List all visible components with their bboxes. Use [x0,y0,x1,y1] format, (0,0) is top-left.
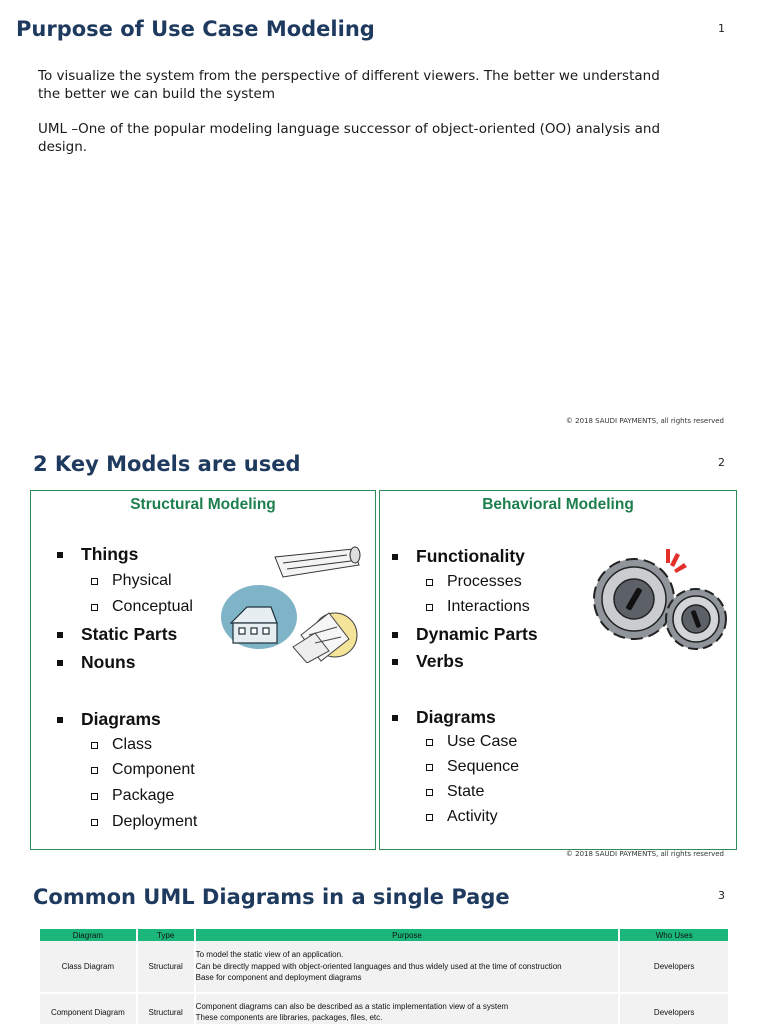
sub-bullet-label: Physical [112,572,172,589]
sub-bullet-item [426,573,522,591]
cell-diagram: Component Diagram [40,993,137,1024]
bullet-label: Static Parts [81,624,178,644]
page-number: 1 [718,22,725,35]
copyright-footer: © 2018 SAUDI PAYMENTS, all rights reserved [565,850,724,858]
bullet-item [392,546,525,567]
uml-diagrams-table [40,929,730,1024]
slide-3 [0,872,768,1024]
sub-bullet-item [91,736,152,754]
paragraph-line: the better we can build the system [38,86,275,102]
bullet-icon [392,632,398,638]
sub-bullet-label: Deployment [112,813,198,830]
purpose-line: Can be directly mapped with object-oriented languages and thus widely used at the time of construction [195,961,562,971]
sub-bullet-item [426,598,530,616]
column-header-type: Type [137,929,195,941]
cell-who-uses: Developers [619,941,729,993]
square-bullet-icon [91,819,98,826]
page-number: 3 [718,889,725,902]
floor-plan-icon [293,613,357,663]
square-bullet-icon [91,767,98,774]
paragraph-uml [38,120,728,156]
column-header-purpose: Purpose [195,929,620,941]
sub-bullet-label: Component [112,761,195,778]
slide-title: Purpose of Use Case Modeling [16,17,375,41]
sub-bullet-label: Class [112,736,153,753]
sub-bullet-label: Interactions [447,598,530,615]
bullet-label: Things [81,544,139,564]
bullet-icon [392,554,398,560]
square-bullet-icon [426,789,433,796]
paragraph-line: To visualize the system from the perspective of different viewers. The better we understand [38,68,660,84]
cell-type: Structural [137,941,195,993]
bullet-item [392,624,538,645]
cell-purpose [195,941,620,993]
bullet-label: Dynamic Parts [416,624,538,644]
bullet-item [57,709,161,730]
column-header-diagram: Diagram [40,929,137,941]
blueprint-roll-icon [275,547,360,577]
bullet-label: Diagrams [416,707,496,727]
bullet-item [57,544,138,565]
table-header-row [40,929,729,941]
square-bullet-icon [426,739,433,746]
table-row [40,941,729,993]
bullet-item [392,707,496,728]
purpose-line: Base for component and deployment diagrams [195,973,362,983]
square-bullet-icon [91,793,98,800]
cell-type: Structural [137,993,195,1024]
square-bullet-icon [426,604,433,611]
sub-bullet-label: Sequence [447,758,520,775]
gears-illustration [588,543,734,655]
house-blueprint-illustration [217,543,363,663]
sub-bullet-label: Activity [447,808,498,825]
bullet-item [57,624,177,645]
cell-purpose [195,993,620,1024]
bullet-label: Functionality [416,546,525,566]
square-bullet-icon [426,579,433,586]
sub-bullet-item [426,758,519,776]
sub-bullet-item [91,761,195,779]
cell-diagram: Class Diagram [40,941,137,993]
sub-bullet-label: Conceptual [112,598,193,615]
sub-bullet-item [91,598,193,616]
column-header-who-uses: Who Uses [619,929,729,941]
sub-bullet-label: Package [112,787,175,804]
bullet-label: Nouns [81,652,136,672]
sub-bullet-item [426,808,498,826]
bullet-item [392,651,464,672]
paragraph-purpose [38,67,728,103]
structural-modeling-panel [30,490,376,850]
bullet-icon [392,715,398,721]
bullet-label: Diagrams [81,709,161,729]
purpose-line: These components are libraries, packages, files, etc. [195,1013,383,1022]
bullet-label: Verbs [416,651,464,671]
square-bullet-icon [91,604,98,611]
sub-bullet-item [91,787,174,805]
paragraph-line: design. [38,139,88,155]
purpose-line: To model the static view of an application. [195,950,344,960]
bullet-icon [57,552,63,558]
behavioral-modeling-panel [379,490,737,850]
square-bullet-icon [91,742,98,749]
slide-title: Common UML Diagrams in a single Page [33,885,510,909]
sub-bullet-item [91,572,172,590]
small-gear-icon [666,589,726,649]
alert-marks-icon [666,549,687,573]
paragraph-line: UML –One of the popular modeling language successor of object-oriented (OO) analysis and [38,121,661,137]
sub-bullet-label: Processes [447,573,522,590]
slide-1 [0,0,768,432]
bullet-icon [392,659,398,665]
sub-bullet-label: State [447,783,485,800]
panel-heading: Structural Modeling [130,496,276,513]
sub-bullet-label: Use Case [447,733,518,750]
sub-bullet-item [426,783,484,801]
square-bullet-icon [91,578,98,585]
slide-title: 2 Key Models are used [33,452,301,476]
bullet-item [57,652,135,673]
slide-2 [0,440,768,865]
large-gear-icon [594,559,674,639]
sub-bullet-item [91,813,197,831]
copyright-footer: © 2018 SAUDI PAYMENTS, all rights reserved [565,417,724,425]
purpose-line: Component diagrams can also be described as a static implementation view of a system [195,1001,509,1011]
sub-bullet-item [426,733,517,751]
bullet-icon [57,717,63,723]
page-number: 2 [718,456,725,469]
panel-heading: Behavioral Modeling [482,496,634,513]
bullet-icon [57,660,63,666]
bullet-icon [57,632,63,638]
square-bullet-icon [426,764,433,771]
cell-who-uses: Developers [619,993,729,1024]
square-bullet-icon [426,814,433,821]
table-row [40,993,729,1024]
